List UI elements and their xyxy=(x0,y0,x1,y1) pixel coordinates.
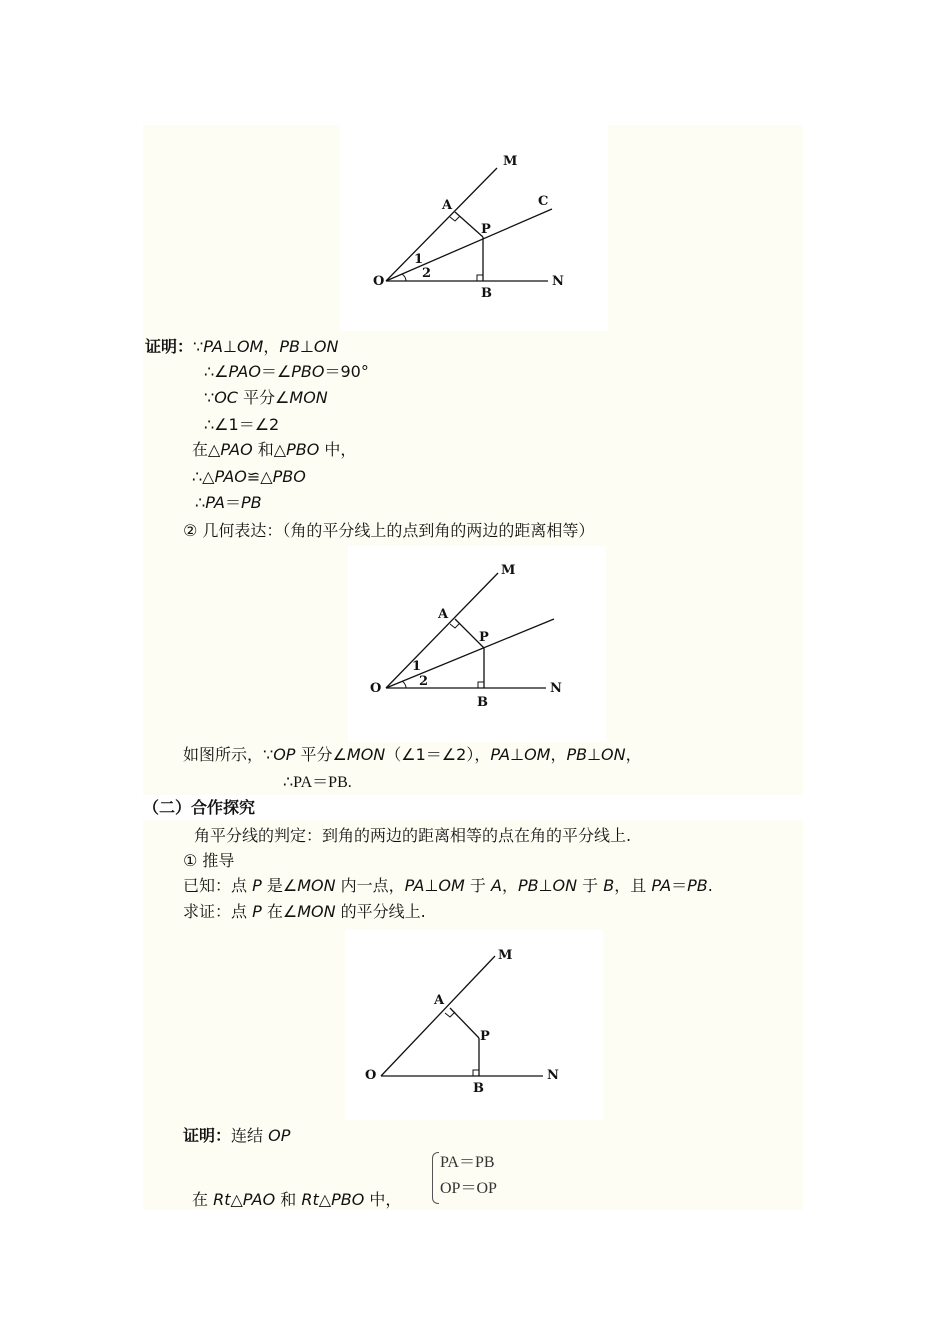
equation-system xyxy=(432,1152,512,1204)
label-b: B xyxy=(481,286,492,301)
proof1-line2: ∴∠PAO＝∠PBO＝90° xyxy=(204,362,369,381)
figure-angle-bisector xyxy=(348,546,606,742)
proof1-line1: 证明：∵PA⊥OM，PB⊥ON xyxy=(145,337,339,356)
proof1-line4: ∴∠1＝∠2 xyxy=(204,415,280,434)
label-a: A xyxy=(438,607,449,622)
proof1-line6: ∴△PAO≌△PBO xyxy=(192,467,306,486)
derive-heading: ① 推导 xyxy=(183,851,235,870)
proof-label: 证明： xyxy=(145,337,194,356)
prove-line: 求证：点 P 在∠MON 的平分线上. xyxy=(183,902,426,921)
label-n: N xyxy=(550,681,562,696)
label-a: A xyxy=(442,198,453,213)
statement-line: 如图所示，∵OP 平分∠MON（∠1＝∠2），PA⊥OM，PB⊥ON， xyxy=(183,745,642,764)
figure-1-svg xyxy=(340,125,608,331)
label-m: M xyxy=(501,563,516,578)
label-o: O xyxy=(365,1068,377,1083)
label-angle-2: 2 xyxy=(419,674,429,689)
label-angle-1: 1 xyxy=(414,252,424,267)
proof2-line1: 证明：连结 OP xyxy=(183,1126,291,1145)
left-brace xyxy=(432,1152,439,1204)
label-m: M xyxy=(503,154,518,169)
label-angle-1: 1 xyxy=(412,659,422,674)
proof2-line2: 在 Rt△PAO 和 Rt△PBO 中， xyxy=(192,1190,402,1209)
figure-2-svg xyxy=(348,546,606,742)
label-b: B xyxy=(473,1081,484,1096)
given-line: 已知：点 P 是∠MON 内一点，PA⊥OM 于 A，PB⊥ON 于 B，且 PA＝PB. xyxy=(183,876,713,895)
label-o: O xyxy=(373,274,385,289)
proof1-line3: ∵OC 平分∠MON xyxy=(204,388,328,407)
equation-pa-pb: PA＝PB xyxy=(440,1154,495,1171)
proof1-line5: 在△PAO 和△PBO 中， xyxy=(192,440,357,459)
figure-angle-bisector-with-c xyxy=(340,125,608,331)
figure-bisector-judgement xyxy=(345,930,603,1120)
label-n: N xyxy=(547,1068,559,1083)
statement-therefore: ∴PA＝PB. xyxy=(283,774,352,791)
label-angle-2: 2 xyxy=(422,266,432,281)
figure-3-svg xyxy=(345,930,603,1120)
label-m: M xyxy=(498,948,513,963)
section-heading-cooperative-inquiry: （二）合作探究 xyxy=(143,798,256,817)
label-p: P xyxy=(479,630,489,645)
label-b: B xyxy=(477,695,488,710)
label-p: P xyxy=(481,222,491,237)
label-n: N xyxy=(552,274,564,289)
equation-op-op: OP＝OP xyxy=(440,1180,497,1197)
proof-label: 证明： xyxy=(183,1126,232,1145)
label-a: A xyxy=(434,993,445,1008)
proof1-line7: ∴PA＝PB xyxy=(195,493,262,512)
geometric-expression-heading: ② 几何表达：（角的平分线上的点到角的两边的距离相等） xyxy=(183,521,595,540)
label-p: P xyxy=(480,1029,490,1044)
label-o: O xyxy=(370,681,382,696)
judgement-text: 角平分线的判定：到角的两边的距离相等的点在角的平分线上. xyxy=(194,826,632,845)
label-c: C xyxy=(538,194,549,209)
